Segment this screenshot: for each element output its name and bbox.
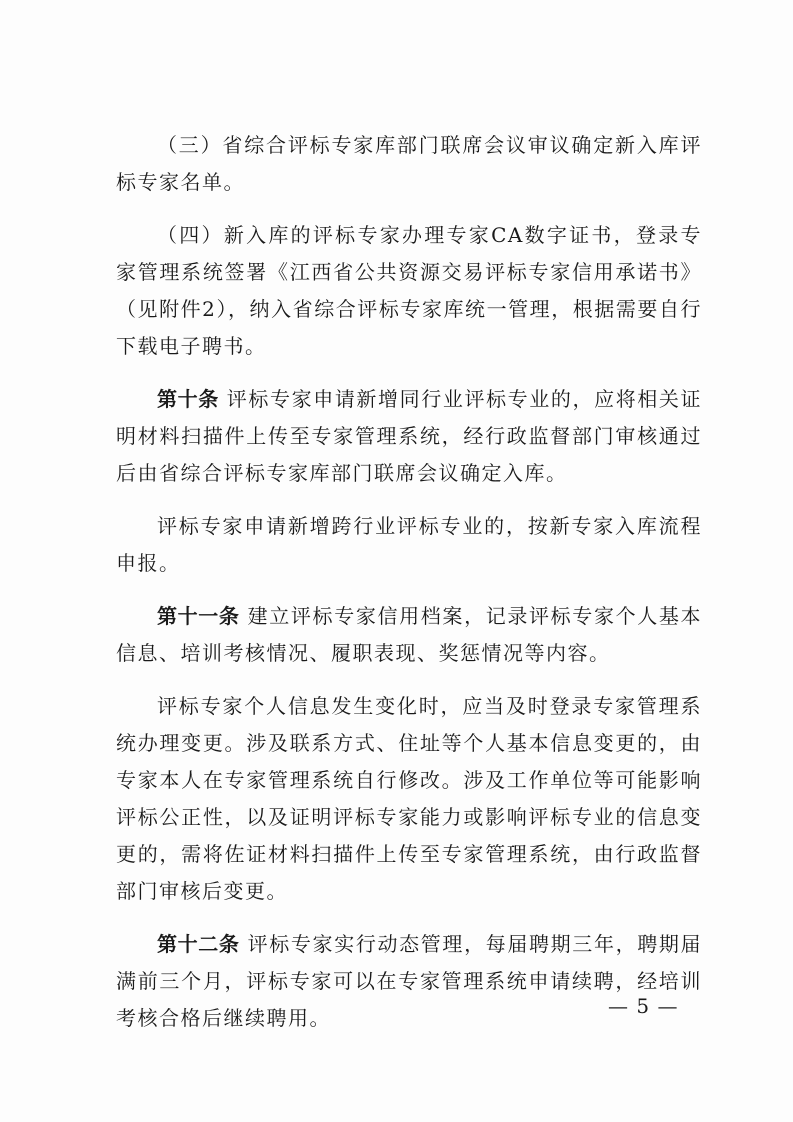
article-title: 第十二条 bbox=[157, 932, 240, 956]
paragraph-text: 建立评标专家信用档案，记录评标专家个人基本信息、培训考核情况、履职表现、奖惩情况等内容。 bbox=[116, 604, 703, 665]
paragraph-text: （三）省综合评标专家库部门联席会议审议确定新入库评标专家名单。 bbox=[116, 133, 702, 194]
paragraph-cross-industry bbox=[116, 508, 702, 582]
article-title: 第十条 bbox=[157, 387, 219, 411]
document-body bbox=[116, 127, 702, 1053]
paragraph-text: 评标专家实行动态管理，每届聘期三年，聘期届满前三个月，评标专家可以在专家管理系统申请续聘，经培训考核合格后继续聘用。 bbox=[116, 932, 703, 1030]
paragraph-4-item bbox=[116, 217, 702, 365]
paragraph-3-item bbox=[116, 127, 702, 201]
page-number: — 5 — bbox=[608, 994, 679, 1018]
paragraph-text: 评标专家申请新增跨行业评标专业的，按新专家入库流程申报。 bbox=[116, 514, 702, 575]
article-10 bbox=[116, 381, 702, 492]
paragraph-info-change bbox=[116, 688, 702, 910]
paragraph-text: 评标专家申请新增同行业评标专业的，应将相关证明材料扫描件上传至专家管理系统，经行政监督部门审核通过后由省综合评标专家库部门联席会议确定入库。 bbox=[116, 387, 703, 485]
paragraph-text: （四）新入库的评标专家办理专家CA数字证书，登录专家管理系统签署《江西省公共资源交易评标专家信用承诺书》（见附件2），纳入省综合评标专家库统一管理，根据需要自行下载电子聘书。 bbox=[116, 223, 702, 358]
paragraph-text: 评标专家个人信息发生变化时，应当及时登录专家管理系统办理变更。涉及联系方式、住址等个人基本信息变更的，由专家本人在专家管理系统自行修改。涉及工作单位等可能影响评标公正性，以及证明评标专家能力或影响评标专业的信息变更的，需将佐证材料扫描件上传至专家管理系统，由行政监督部门审核后变更。 bbox=[116, 694, 702, 903]
article-12 bbox=[116, 926, 702, 1037]
article-title: 第十一条 bbox=[157, 604, 240, 628]
article-11 bbox=[116, 598, 702, 672]
